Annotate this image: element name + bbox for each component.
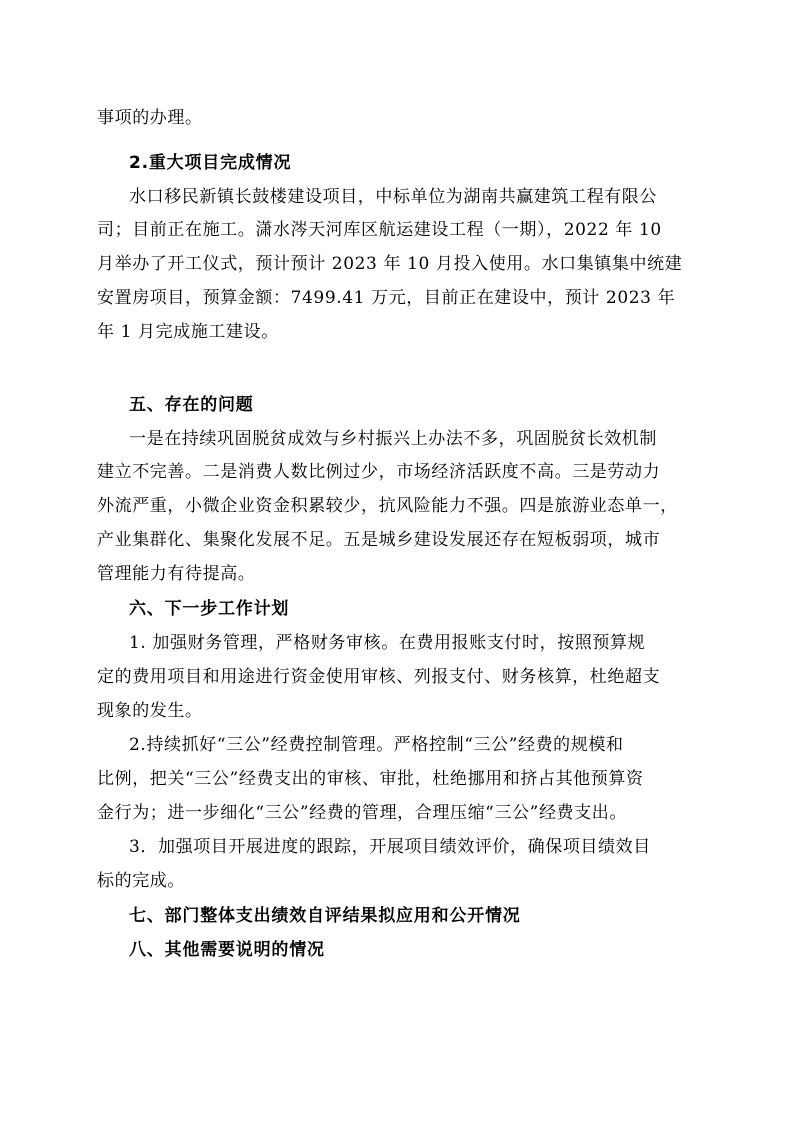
section-heading: 六、下一步工作计划 bbox=[129, 599, 290, 619]
text-line: 司；目前正在施工。潇水涔天河库区航运建设工程（一期），2022 年 10 bbox=[97, 220, 662, 240]
text-line: 1. 加强财务管理，严格财务审核。在费用报账支付时，按照预算规 bbox=[129, 633, 646, 653]
text-line: 年 1 月完成施工建设。 bbox=[97, 322, 279, 342]
text-line: 2.持续抓好“三公”经费控制管理。严格控制“三公”经费的规模和 bbox=[129, 735, 624, 755]
text-line: 产业集群化、集聚化发展不足。五是城乡建设发展还存在短板弱项，城市 bbox=[97, 530, 661, 550]
text-line: 安置房项目，预算金额：7499.41 万元，目前正在建设中，预计 2023 年 bbox=[97, 288, 676, 308]
text-line: 水口移民新镇长鼓楼建设项目，中标单位为湖南共赢建筑工程有限公 bbox=[129, 187, 657, 207]
section-heading: 2.重大项目完成情况 bbox=[129, 153, 292, 173]
section-heading: 七、部门整体支出绩效自评结果拟应用和公开情况 bbox=[129, 906, 521, 926]
text-line: 现象的发生。 bbox=[97, 701, 203, 721]
text-line: 外流严重，小微企业资金积累较少，抗风险能力不强。四是旅游业态单一， bbox=[97, 496, 678, 516]
text-line: 金行为；进一步细化“三公”经费的管理，合理压缩“三公”经费支出。 bbox=[97, 803, 627, 823]
text-line: 管理能力有待提高。 bbox=[97, 564, 256, 584]
text-line: 标的完成。 bbox=[97, 871, 185, 891]
text-line: 一是在持续巩固脱贫成效与乡村振兴上办法不多，巩固脱贫长效机制 bbox=[129, 429, 657, 449]
section-heading: 八、其他需要说明的情况 bbox=[129, 940, 325, 960]
section-heading: 五、存在的问题 bbox=[129, 395, 254, 415]
text-line: 定的费用项目和用途进行资金使用审核、列报支付、财务核算，杜绝超支 bbox=[97, 667, 661, 687]
text-line: 比例，把关“三公”经费支出的审核、审批，杜绝挪用和挤占其他预算资 bbox=[97, 769, 644, 789]
text-line: 事项的办理。 bbox=[97, 108, 203, 128]
text-line: 月举办了开工仪式，预计预计 2023 年 10 月投入使用。水口集镇集中统建 bbox=[97, 254, 683, 274]
text-line: 建立不完善。二是消费人数比例过少，市场经济活跃度不高。三是劳动力 bbox=[97, 462, 661, 482]
text-line: 3．加强项目开展进度的跟踪，开展项目绩效评价，确保项目绩效目 bbox=[129, 837, 651, 857]
